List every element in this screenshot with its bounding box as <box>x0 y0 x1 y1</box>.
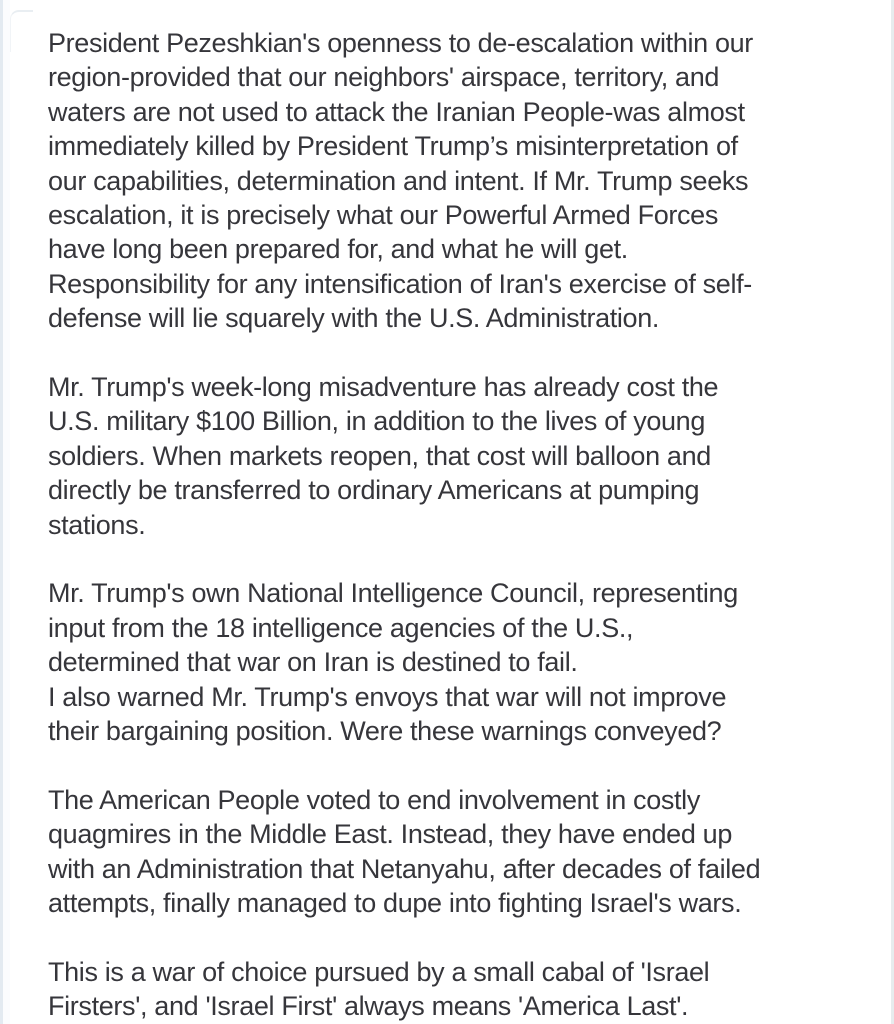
text-line: Responsibility for any intensification of Iran's exercise of self- <box>48 268 752 299</box>
text-line: have long been prepared for, and what he will get. <box>48 234 628 265</box>
paragraph-escalation-warning <box>48 26 856 336</box>
text-line: their bargaining position. Were these warnings conveyed? <box>48 716 722 747</box>
text-line: quagmires in the Middle East. Instead, they have ended up <box>48 819 733 850</box>
text-line: soldiers. When markets reopen, that cost will balloon and <box>48 440 711 471</box>
paragraph-war-of-choice <box>48 955 856 1024</box>
text-line: immediately killed by President Trump’s misinterpretation of <box>48 131 738 162</box>
text-line: U.S. military $100 Billion, in addition to the lives of young <box>48 406 706 437</box>
text-line: input from the 18 intelligence agencies of the U.S., <box>48 612 634 643</box>
text-line: directly be transferred to ordinary Americans at pumping <box>48 475 700 506</box>
text-line: escalation, it is precisely what our Powerful Armed Forces <box>48 200 718 231</box>
text-line: defense will lie squarely with the U.S. Administration. <box>48 303 660 334</box>
text-line: with an Administration that Netanyahu, after decades of failed <box>48 853 761 884</box>
text-line: determined that war on Iran is destined to fail. <box>48 647 578 678</box>
text-line: I also warned Mr. Trump's envoys that war will not improve <box>48 681 727 712</box>
text-line: our capabilities, determination and intent. If Mr. Trump seeks <box>48 165 749 196</box>
text-line: This is a war of choice pursued by a small cabal of 'Israel <box>48 956 710 987</box>
text-line: stations. <box>48 509 146 540</box>
text-line: attempts, finally managed to dupe into fighting Israel's wars. <box>48 888 742 919</box>
text-line: Mr. Trump's week-long misadventure has already cost the <box>48 372 719 403</box>
text-line: Firsters', and 'Israel First' always means 'America Last'. <box>48 991 689 1022</box>
text-line: region-provided that our neighbors' airspace, territory, and <box>48 62 720 93</box>
paragraph-cost <box>48 370 856 542</box>
text-line: President Pezeshkian's openness to de-escalation within our <box>48 28 753 58</box>
text-line: waters are not used to attack the Iranian People-was almost <box>48 96 745 127</box>
text-line: Mr. Trump's own National Intelligence Council, representing <box>48 578 738 609</box>
text-line: The American People voted to end involvement in costly <box>48 784 700 815</box>
paragraph-american-people <box>48 783 856 921</box>
paragraph-intelligence-council <box>48 576 856 748</box>
